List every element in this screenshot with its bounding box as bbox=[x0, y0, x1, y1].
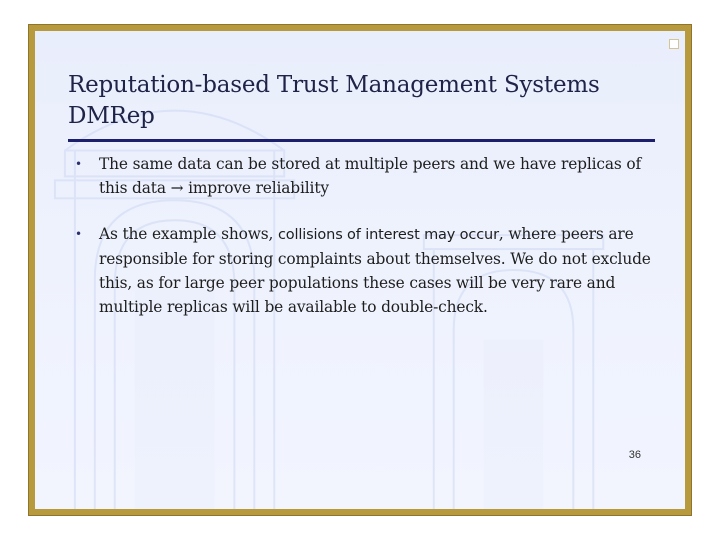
title-underline-rule bbox=[68, 139, 655, 142]
bullet-2-text-after: , where peers are responsible for storing complaints about themselves. We do not exclude this, as for large peer populations these cases will be very rare and multiple replicas will be available to double-check. bbox=[99, 225, 651, 316]
bullet-1-text-before: The same data can be stored at multiple peers and we have replicas of this data bbox=[99, 155, 642, 197]
bullet-2-emphasis: collisions of interest may occur bbox=[277, 227, 499, 243]
page-number: 36 bbox=[628, 449, 641, 461]
slide-canvas bbox=[35, 31, 685, 509]
bullet-1-text-after: improve reliability bbox=[183, 179, 329, 197]
arrow-icon: → bbox=[170, 179, 184, 197]
slide-frame bbox=[28, 24, 692, 516]
bullet-dot-icon: • bbox=[75, 157, 82, 171]
corner-decoration bbox=[669, 39, 679, 49]
bullet-dot-icon: • bbox=[75, 227, 82, 241]
bullet-item-replicas bbox=[73, 152, 663, 200]
bullet-item-collisions bbox=[73, 222, 663, 319]
bullet-list bbox=[73, 152, 663, 319]
slide-title bbox=[68, 70, 668, 132]
bullet-2-text-before: As the example shows, bbox=[99, 225, 278, 243]
slide-title-line-1: Reputation-based Trust Management Systems bbox=[68, 72, 600, 98]
slide-title-line-2: DMRep bbox=[68, 103, 155, 129]
